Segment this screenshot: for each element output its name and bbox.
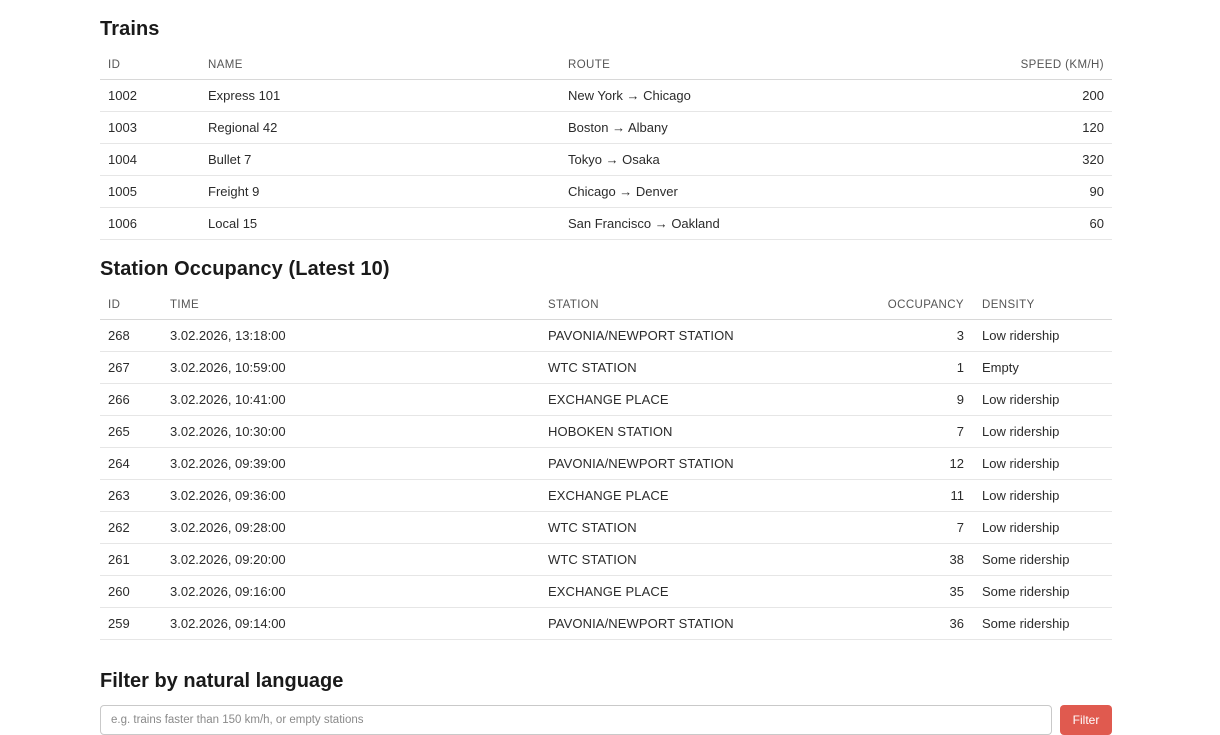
train-speed: 200 <box>920 80 1112 112</box>
occupancy-time: 3.02.2026, 13:18:00 <box>162 320 540 352</box>
occupancy-time: 3.02.2026, 09:39:00 <box>162 448 540 480</box>
table-row <box>100 384 1112 416</box>
occupancy-density: Low ridership <box>974 448 1112 480</box>
filter-input[interactable] <box>100 705 1052 735</box>
train-id: 1006 <box>100 208 200 240</box>
occupancy-count: 38 <box>878 544 974 576</box>
occupancy-time: 3.02.2026, 09:36:00 <box>162 480 540 512</box>
table-row <box>100 352 1112 384</box>
train-name: Bullet 7 <box>200 144 560 176</box>
table-row <box>100 480 1112 512</box>
trains-table <box>100 55 1112 240</box>
trains-table-header-row <box>100 55 1112 80</box>
occupancy-id: 261 <box>100 544 162 576</box>
occupancy-id: 266 <box>100 384 162 416</box>
train-route: Tokyo → Osaka <box>560 144 920 176</box>
occupancy-count: 36 <box>878 608 974 640</box>
occupancy-col-density: DENSITY <box>974 295 1112 320</box>
trains-col-route: ROUTE <box>560 55 920 80</box>
occupancy-density: Low ridership <box>974 320 1112 352</box>
train-route: Chicago → Denver <box>560 176 920 208</box>
train-name: Freight 9 <box>200 176 560 208</box>
table-row <box>100 112 1112 144</box>
table-row <box>100 576 1112 608</box>
occupancy-density: Empty <box>974 352 1112 384</box>
occupancy-id: 263 <box>100 480 162 512</box>
train-id: 1005 <box>100 176 200 208</box>
occupancy-count: 7 <box>878 512 974 544</box>
occupancy-station: EXCHANGE PLACE <box>540 480 878 512</box>
occupancy-id: 267 <box>100 352 162 384</box>
occupancy-station: PAVONIA/NEWPORT STATION <box>540 320 878 352</box>
occupancy-time: 3.02.2026, 09:28:00 <box>162 512 540 544</box>
train-name: Local 15 <box>200 208 560 240</box>
occupancy-id: 262 <box>100 512 162 544</box>
occupancy-station: PAVONIA/NEWPORT STATION <box>540 608 878 640</box>
train-id: 1004 <box>100 144 200 176</box>
train-id: 1002 <box>100 80 200 112</box>
occupancy-time: 3.02.2026, 10:30:00 <box>162 416 540 448</box>
occupancy-station: HOBOKEN STATION <box>540 416 878 448</box>
occupancy-density: Some ridership <box>974 608 1112 640</box>
occupancy-count: 1 <box>878 352 974 384</box>
table-row <box>100 448 1112 480</box>
table-row <box>100 176 1112 208</box>
occupancy-station: WTC STATION <box>540 544 878 576</box>
occupancy-density: Low ridership <box>974 384 1112 416</box>
table-row <box>100 416 1112 448</box>
occupancy-count: 3 <box>878 320 974 352</box>
trains-title: Trains <box>100 18 160 40</box>
train-id: 1003 <box>100 112 200 144</box>
occupancy-id: 259 <box>100 608 162 640</box>
occupancy-col-id: ID <box>100 295 162 320</box>
occupancy-count: 9 <box>878 384 974 416</box>
train-speed: 60 <box>920 208 1112 240</box>
occupancy-id: 264 <box>100 448 162 480</box>
occupancy-count: 12 <box>878 448 974 480</box>
train-speed: 90 <box>920 176 1112 208</box>
train-speed: 120 <box>920 112 1112 144</box>
occupancy-count: 11 <box>878 480 974 512</box>
trains-col-id: ID <box>100 55 200 80</box>
trains-col-speed: SPEED (KM/H) <box>920 55 1112 80</box>
filter-title: Filter by natural language <box>100 670 344 692</box>
occupancy-time: 3.02.2026, 10:59:00 <box>162 352 540 384</box>
train-name: Regional 42 <box>200 112 560 144</box>
occupancy-density: Low ridership <box>974 512 1112 544</box>
train-speed: 320 <box>920 144 1112 176</box>
train-route: Boston → Albany <box>560 112 920 144</box>
occupancy-density: Some ridership <box>974 576 1112 608</box>
occupancy-table <box>100 295 1112 640</box>
train-route: New York → Chicago <box>560 80 920 112</box>
occupancy-id: 265 <box>100 416 162 448</box>
occupancy-col-station: STATION <box>540 295 878 320</box>
page-root <box>0 18 1220 735</box>
occupancy-id: 260 <box>100 576 162 608</box>
occupancy-time: 3.02.2026, 09:20:00 <box>162 544 540 576</box>
filter-button[interactable]: Filter <box>1060 705 1112 735</box>
table-row <box>100 320 1112 352</box>
occupancy-density: Some ridership <box>974 544 1112 576</box>
occupancy-count: 7 <box>878 416 974 448</box>
table-row <box>100 80 1112 112</box>
table-row <box>100 512 1112 544</box>
filter-row <box>100 705 1112 735</box>
occupancy-id: 268 <box>100 320 162 352</box>
occupancy-station: PAVONIA/NEWPORT STATION <box>540 448 878 480</box>
occupancy-time: 3.02.2026, 09:14:00 <box>162 608 540 640</box>
trains-col-name: NAME <box>200 55 560 80</box>
train-name: Express 101 <box>200 80 560 112</box>
table-row <box>100 544 1112 576</box>
occupancy-station: EXCHANGE PLACE <box>540 576 878 608</box>
occupancy-col-occupancy: OCCUPANCY <box>878 295 974 320</box>
occupancy-density: Low ridership <box>974 480 1112 512</box>
occupancy-count: 35 <box>878 576 974 608</box>
occupancy-title: Station Occupancy (Latest 10) <box>100 258 390 280</box>
table-row <box>100 208 1112 240</box>
occupancy-time: 3.02.2026, 09:16:00 <box>162 576 540 608</box>
occupancy-station: EXCHANGE PLACE <box>540 384 878 416</box>
occupancy-time: 3.02.2026, 10:41:00 <box>162 384 540 416</box>
occupancy-station: WTC STATION <box>540 352 878 384</box>
occupancy-density: Low ridership <box>974 416 1112 448</box>
occupancy-station: WTC STATION <box>540 512 878 544</box>
table-row <box>100 608 1112 640</box>
table-row <box>100 144 1112 176</box>
occupancy-table-header-row <box>100 295 1112 320</box>
occupancy-col-time: TIME <box>162 295 540 320</box>
train-route: San Francisco → Oakland <box>560 208 920 240</box>
